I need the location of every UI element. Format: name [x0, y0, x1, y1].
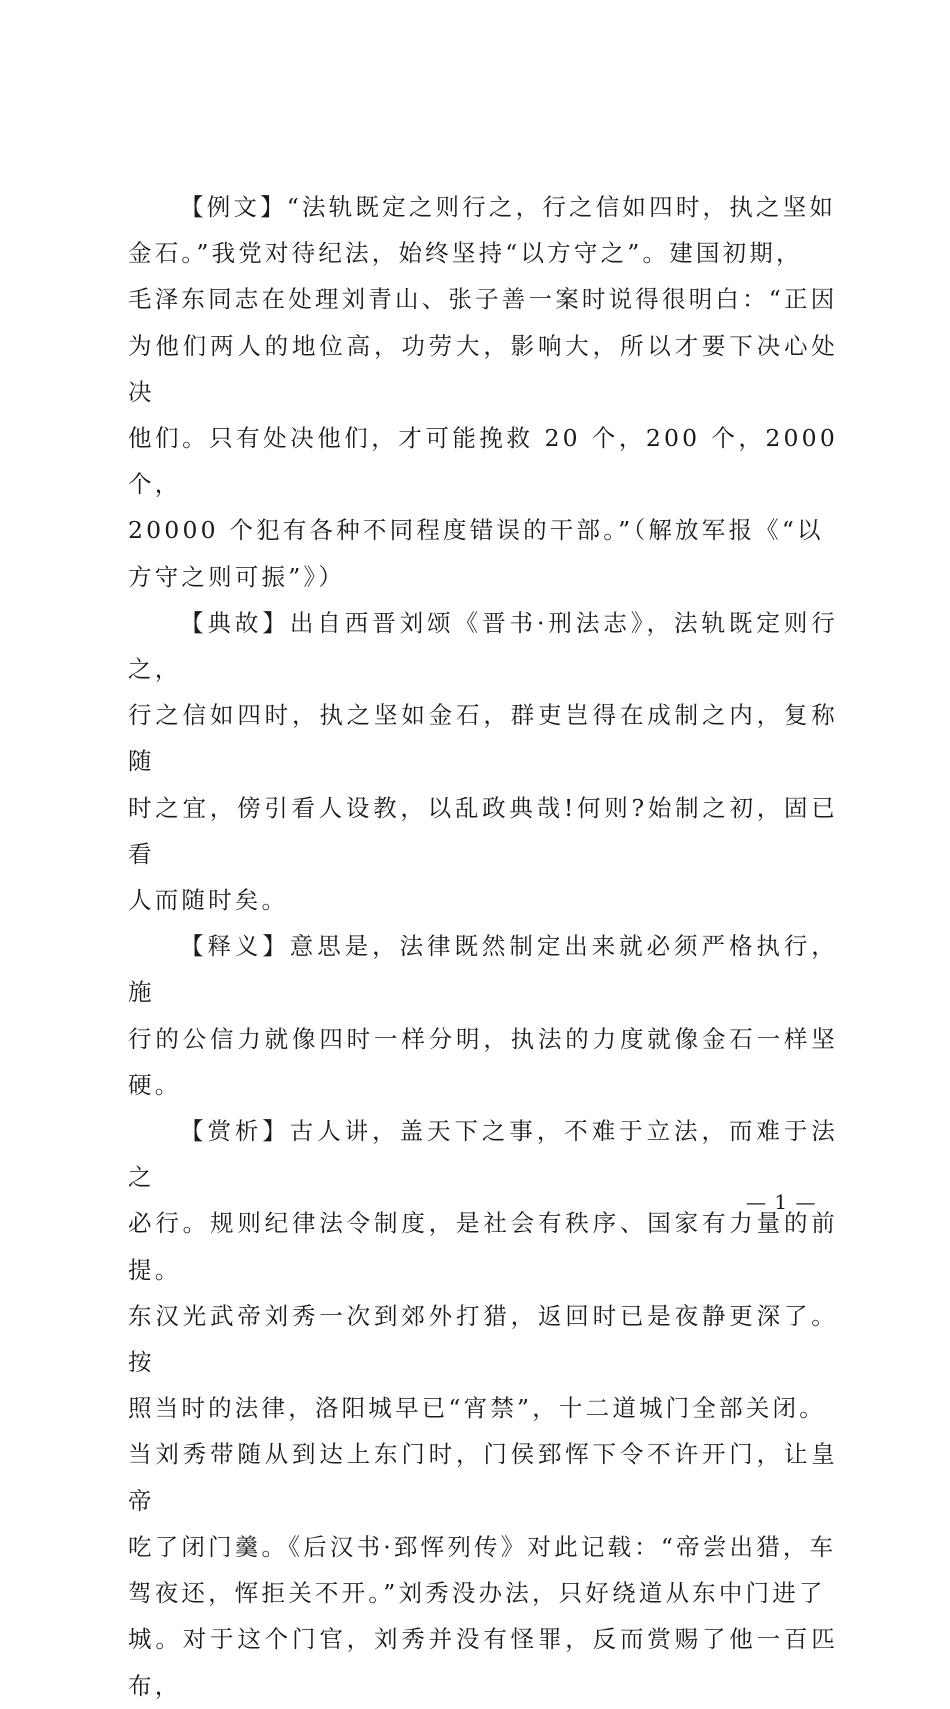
- paragraph-analysis: [128, 1108, 838, 1709]
- text-line: 东汉光武帝刘秀一次到郊外打猎，返回时已是夜静更深了。按: [128, 1301, 838, 1377]
- text-line: 为他们两人的地位高，功劳大，影响大，所以才要下决心处决: [128, 331, 838, 406]
- text-line: 城。对于这个门官，刘秀并没有怪罪，反而赏赐了他一百匹布，: [128, 1625, 838, 1700]
- text-line: 行之信如四时，执之坚如金石，群吏岂得在成制之内，复称随: [128, 701, 838, 776]
- paragraph-meaning: [128, 923, 838, 1108]
- text-line: 驾夜还，恽拒关不开。”刘秀没办法，只好绕道从东中门进了: [128, 1579, 826, 1608]
- text-line: 【典故】出自西晋刘颂《晋书·刑法志》，法轨既定则行之，: [128, 608, 838, 684]
- text-line: 金石。”我党对待纪法，始终坚持“以方守之”。建国初期，: [128, 239, 803, 268]
- text-line: 必行。规则纪律法令制度，是社会有秩序、国家有力量的前提。: [128, 1209, 838, 1284]
- text-line: 当刘秀带随从到达上东门时，门侯郅恽下令不许开门，让皇帝: [128, 1440, 838, 1515]
- text-line: 他们。只有处决他们，才可能挽救 20 个，200 个，2000 个，: [128, 424, 838, 499]
- text-line: 【赏析】古人讲，盖天下之事，不难于立法，而难于法之: [128, 1117, 838, 1192]
- text-line: 【例文】“法轨既定之则行之，行之信如四时，执之坚如: [180, 193, 837, 221]
- text-line: 方守之则可振”》）: [128, 562, 346, 591]
- paragraph-example: [128, 184, 838, 600]
- text-line: 人而随时矣。: [128, 886, 289, 915]
- text-line: 毛泽东同志在处理刘青山、张子善一案时说得很明白：“正因: [128, 285, 838, 314]
- text-line: 20000 个犯有各种不同程度错误的干部。”（解放军报《“以: [128, 516, 824, 545]
- text-line: 【释义】意思是，法律既然制定出来就必须严格执行，施: [128, 932, 838, 1007]
- page-number: — 1 —: [746, 1190, 817, 1214]
- text-line: 时之宜，傍引看人设教，以乱政典哉!何则?始制之初，固已看: [128, 793, 838, 868]
- text-line: 吃了闭门羹。《后汉书·郅恽列传》对此记载：“帝尝出猎，车: [128, 1532, 837, 1561]
- document-body: [128, 184, 838, 1709]
- text-line: 照当时的法律，洛阳城早已“宵禁”，十二道城门全部关闭。: [128, 1394, 826, 1423]
- paragraph-allusion: [128, 600, 838, 923]
- text-line: 行的公信力就像四时一样分明，执法的力度就像金石一样坚硬。: [128, 1024, 838, 1099]
